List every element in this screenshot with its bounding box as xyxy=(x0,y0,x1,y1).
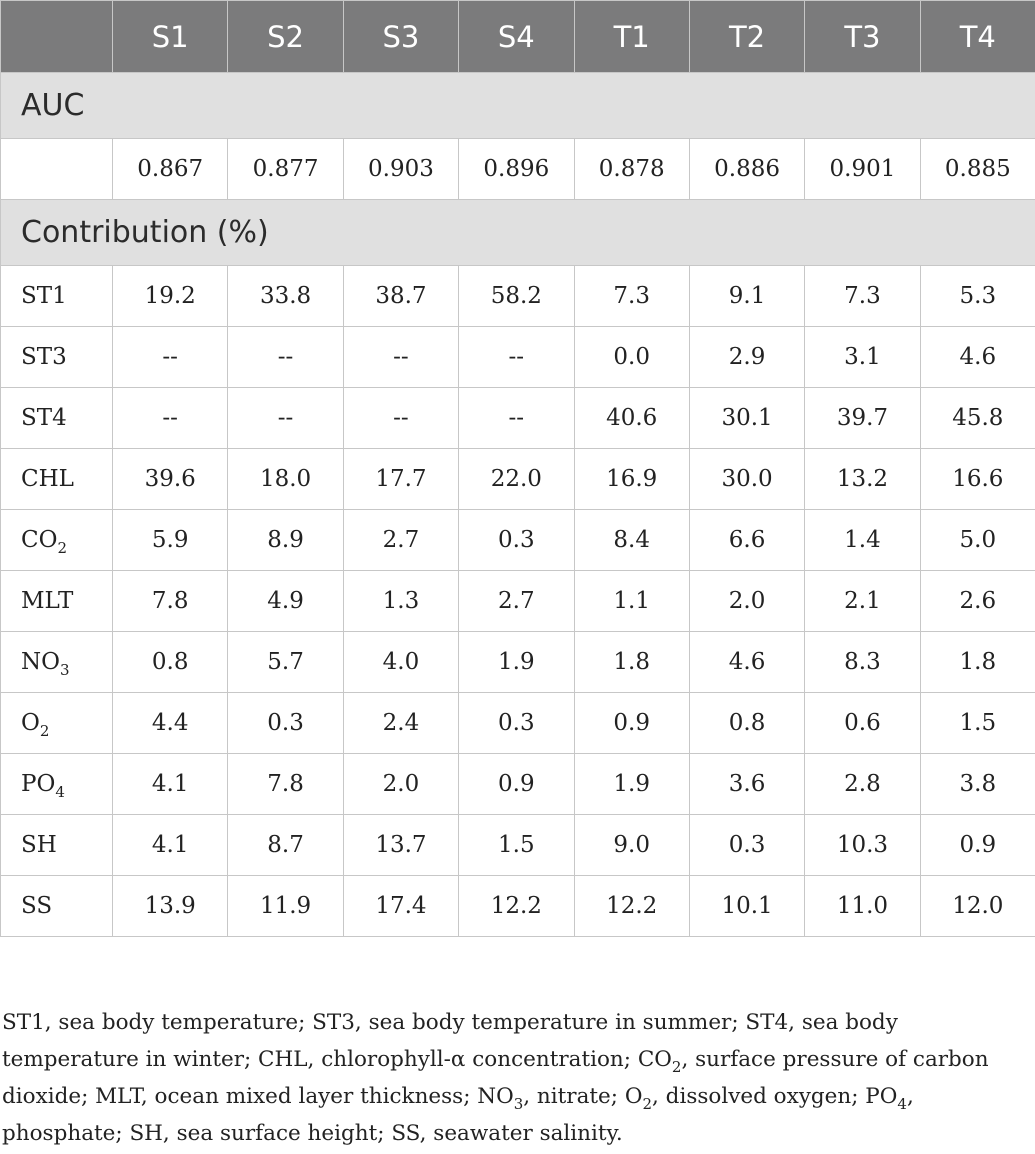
column-header: T2 xyxy=(689,1,804,73)
column-header: T1 xyxy=(574,1,689,73)
auc-value: 0.877 xyxy=(228,139,343,200)
footnote-text: , dissolved oxygen; PO xyxy=(652,1084,898,1109)
row-label xyxy=(1,510,113,571)
row-label xyxy=(1,266,113,327)
footnote-text: , phosphate; SH, sea surface height; SS, seawater salinity. xyxy=(2,1084,914,1146)
table-cell: 11.0 xyxy=(805,876,920,937)
table-cell: 2.6 xyxy=(920,571,1035,632)
table-cell: 2.0 xyxy=(689,571,804,632)
column-header: S1 xyxy=(113,1,228,73)
table-cell: -- xyxy=(343,327,458,388)
table-cell: 4.6 xyxy=(920,327,1035,388)
table-cell: 8.9 xyxy=(228,510,343,571)
row-label-text: CO xyxy=(21,527,58,553)
table-cell: 8.3 xyxy=(805,632,920,693)
table-cell: 30.0 xyxy=(689,449,804,510)
table-row xyxy=(1,327,1035,388)
row-label xyxy=(1,754,113,815)
table-cell: 0.3 xyxy=(689,815,804,876)
row-label-text: ST4 xyxy=(21,405,67,431)
table-cell: 3.8 xyxy=(920,754,1035,815)
table-cell: 7.3 xyxy=(574,266,689,327)
table-cell: 9.0 xyxy=(574,815,689,876)
auc-value: 0.903 xyxy=(343,139,458,200)
table-cell: 2.7 xyxy=(343,510,458,571)
table-cell: 9.1 xyxy=(689,266,804,327)
table-cell: 39.6 xyxy=(113,449,228,510)
table-cell: 3.6 xyxy=(689,754,804,815)
table-cell: 1.9 xyxy=(574,754,689,815)
table-cell: 5.3 xyxy=(920,266,1035,327)
row-label-text: MLT xyxy=(21,588,74,614)
section-title-auc: AUC xyxy=(1,73,1035,139)
table-cell: 10.1 xyxy=(689,876,804,937)
table-row xyxy=(1,815,1035,876)
row-label-subscript: 2 xyxy=(39,722,50,740)
section-row-auc xyxy=(1,73,1035,139)
table-cell: 1.8 xyxy=(574,632,689,693)
table-cell: 0.6 xyxy=(805,693,920,754)
table-cell: 4.6 xyxy=(689,632,804,693)
table-cell: 11.9 xyxy=(228,876,343,937)
row-label xyxy=(1,815,113,876)
table-cell: 7.8 xyxy=(228,754,343,815)
auc-row-label xyxy=(1,139,113,200)
table-cell: 2.1 xyxy=(805,571,920,632)
auc-value: 0.901 xyxy=(805,139,920,200)
table-cell: 0.9 xyxy=(459,754,574,815)
table-cell: 0.8 xyxy=(113,632,228,693)
table-cell: -- xyxy=(459,388,574,449)
table-cell: 8.7 xyxy=(228,815,343,876)
section-row-contribution xyxy=(1,200,1035,266)
table-row xyxy=(1,754,1035,815)
table-cell: 4.1 xyxy=(113,815,228,876)
table-cell: -- xyxy=(113,388,228,449)
footnote-text: , surface pressure of carbon dioxide; MLT, ocean mixed layer thickness; NO xyxy=(2,1047,989,1109)
column-header: T4 xyxy=(920,1,1035,73)
row-label-text: CHL xyxy=(21,466,74,492)
table-cell: 2.0 xyxy=(343,754,458,815)
row-label-subscript: 4 xyxy=(55,783,65,801)
table-cell: 19.2 xyxy=(113,266,228,327)
header-row xyxy=(1,1,1035,73)
table-cell: 13.7 xyxy=(343,815,458,876)
table-cell: 1.1 xyxy=(574,571,689,632)
table-cell: 17.4 xyxy=(343,876,458,937)
table-cell: -- xyxy=(113,327,228,388)
auc-value: 0.878 xyxy=(574,139,689,200)
table-cell: 58.2 xyxy=(459,266,574,327)
table-cell: 12.2 xyxy=(459,876,574,937)
table-cell: 16.6 xyxy=(920,449,1035,510)
table-cell: 8.4 xyxy=(574,510,689,571)
table-cell: 17.7 xyxy=(343,449,458,510)
table-cell: 38.7 xyxy=(343,266,458,327)
footnote-subscript: 2 xyxy=(642,1095,653,1113)
row-label-text: O xyxy=(21,710,40,736)
auc-value: 0.886 xyxy=(689,139,804,200)
footnote-subscript: 4 xyxy=(897,1095,907,1113)
footnote-subscript: 3 xyxy=(513,1095,524,1113)
table-row xyxy=(1,266,1035,327)
column-header: S3 xyxy=(343,1,458,73)
table-cell: 30.1 xyxy=(689,388,804,449)
footnote-text: ST1, sea body temperature; ST3, sea body temperature in summer; ST4, sea body temperature in winter; CHL, chlorophyll-α concentration; CO xyxy=(2,1010,898,1072)
table-cell: 6.6 xyxy=(689,510,804,571)
table-cell: 1.4 xyxy=(805,510,920,571)
row-label xyxy=(1,327,113,388)
table-cell: -- xyxy=(228,388,343,449)
auc-value: 0.867 xyxy=(113,139,228,200)
table-cell: 0.9 xyxy=(920,815,1035,876)
table-cell: 1.9 xyxy=(459,632,574,693)
auc-row xyxy=(1,139,1035,200)
row-label-text: ST1 xyxy=(21,283,67,309)
footnote-text: , nitrate; O xyxy=(523,1084,643,1109)
table-cell: 4.9 xyxy=(228,571,343,632)
table-cell: 45.8 xyxy=(920,388,1035,449)
auc-value: 0.896 xyxy=(459,139,574,200)
table-cell: 1.8 xyxy=(920,632,1035,693)
footnote-subscript: 2 xyxy=(671,1058,682,1076)
table-cell: 7.3 xyxy=(805,266,920,327)
table-cell: 4.4 xyxy=(113,693,228,754)
table-cell: 18.0 xyxy=(228,449,343,510)
row-label-text: ST3 xyxy=(21,344,67,370)
table-cell: 1.3 xyxy=(343,571,458,632)
table-cell: -- xyxy=(459,327,574,388)
table-cell: 7.8 xyxy=(113,571,228,632)
table-cell: 12.2 xyxy=(574,876,689,937)
row-label-subscript: 2 xyxy=(57,539,68,557)
footnote xyxy=(2,1004,1022,1152)
table-cell: 4.0 xyxy=(343,632,458,693)
table-cell: 5.0 xyxy=(920,510,1035,571)
table-cell: 12.0 xyxy=(920,876,1035,937)
table-row xyxy=(1,388,1035,449)
table-cell: 16.9 xyxy=(574,449,689,510)
table-cell: 1.5 xyxy=(459,815,574,876)
table-cell: 33.8 xyxy=(228,266,343,327)
row-label xyxy=(1,876,113,937)
table-cell: 2.8 xyxy=(805,754,920,815)
table-cell: 0.9 xyxy=(574,693,689,754)
column-header: T3 xyxy=(805,1,920,73)
row-label xyxy=(1,571,113,632)
row-label-text: PO xyxy=(21,771,56,797)
table-row xyxy=(1,876,1035,937)
table-row xyxy=(1,632,1035,693)
table-cell: 22.0 xyxy=(459,449,574,510)
table-cell: 13.9 xyxy=(113,876,228,937)
table-cell: 0.3 xyxy=(459,510,574,571)
table-cell: 2.4 xyxy=(343,693,458,754)
table-cell: 10.3 xyxy=(805,815,920,876)
row-label-text: SH xyxy=(21,832,57,858)
row-label-subscript: 3 xyxy=(59,661,70,679)
row-label xyxy=(1,693,113,754)
corner-header-cell xyxy=(1,1,113,73)
table-cell: 2.9 xyxy=(689,327,804,388)
table-row xyxy=(1,571,1035,632)
table-cell: 5.9 xyxy=(113,510,228,571)
table-cell: 4.1 xyxy=(113,754,228,815)
table-row xyxy=(1,693,1035,754)
table-row xyxy=(1,510,1035,571)
table-cell: -- xyxy=(228,327,343,388)
row-label-text: NO xyxy=(21,649,60,675)
row-label xyxy=(1,632,113,693)
table-cell: 0.3 xyxy=(459,693,574,754)
section-title-contribution: Contribution (%) xyxy=(1,200,1035,266)
table-row xyxy=(1,449,1035,510)
table-cell: 2.7 xyxy=(459,571,574,632)
table-cell: 5.7 xyxy=(228,632,343,693)
table-cell: 0.8 xyxy=(689,693,804,754)
column-header: S2 xyxy=(228,1,343,73)
table-cell: 3.1 xyxy=(805,327,920,388)
table-cell: 13.2 xyxy=(805,449,920,510)
column-header: S4 xyxy=(459,1,574,73)
table-cell: 0.3 xyxy=(228,693,343,754)
auc-value: 0.885 xyxy=(920,139,1035,200)
table-cell: 0.0 xyxy=(574,327,689,388)
row-label xyxy=(1,449,113,510)
contribution-rows xyxy=(1,266,1035,937)
table-cell: 39.7 xyxy=(805,388,920,449)
table-cell: 1.5 xyxy=(920,693,1035,754)
row-label xyxy=(1,388,113,449)
row-label-text: SS xyxy=(21,893,53,919)
table-cell: 40.6 xyxy=(574,388,689,449)
table-cell: -- xyxy=(343,388,458,449)
